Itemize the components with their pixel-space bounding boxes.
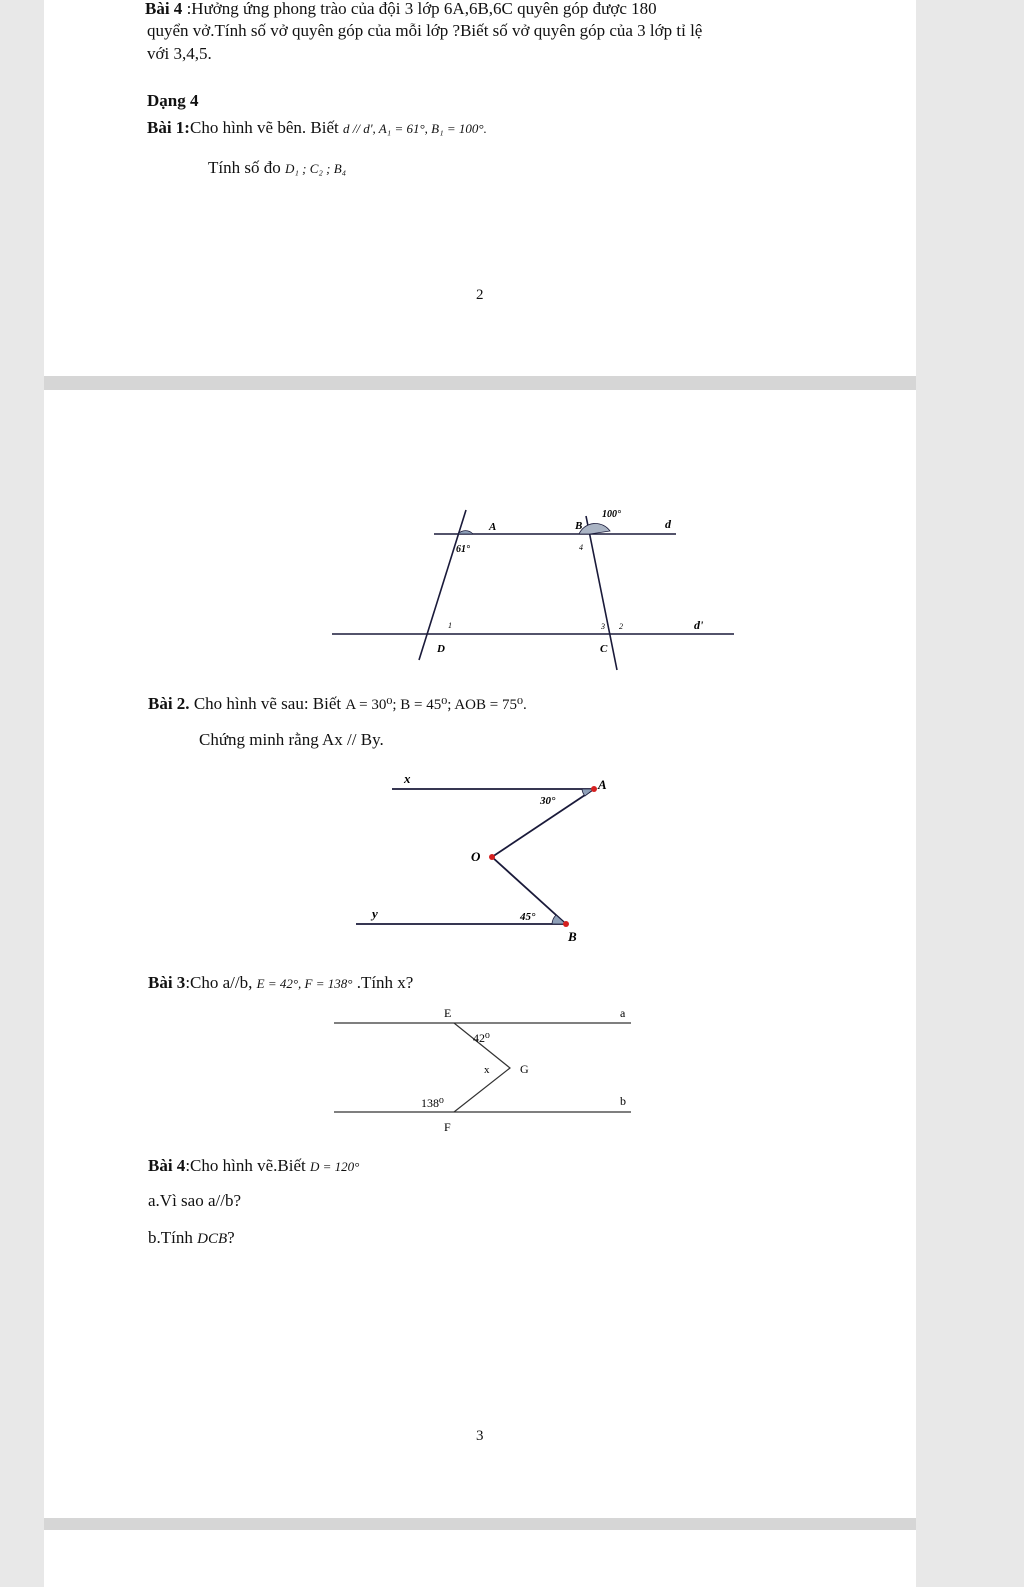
label-B: B xyxy=(568,929,577,944)
document-page-2 xyxy=(44,0,916,376)
bai1-title: Bài 1: xyxy=(147,118,190,137)
label-x: x xyxy=(484,1064,490,1076)
bai2-prove: Chứng minh rằng Ax // By. xyxy=(199,730,384,749)
path-AOB xyxy=(492,789,594,924)
label-3: 3 xyxy=(601,622,605,631)
section-heading: Dạng 4 xyxy=(147,91,199,110)
point-B xyxy=(563,921,569,927)
bai4-part-b-suffix: ? xyxy=(227,1228,235,1247)
figure-angle-x xyxy=(324,998,644,1138)
angle-label-30: 30° xyxy=(540,795,556,807)
page-separator xyxy=(44,376,916,390)
page-number: 2 xyxy=(476,287,484,303)
bai3-formula: E = 42°, F = 138° xyxy=(256,976,353,991)
bai4-text: :Cho hình vẽ.Biết xyxy=(185,1156,306,1175)
label-x: x xyxy=(404,771,411,786)
bai1-text: Cho hình vẽ bên. Biết xyxy=(189,118,339,137)
label-A: A xyxy=(598,777,607,792)
label-F: F xyxy=(444,1120,451,1134)
bai4-line2: quyển vở.Tính số vở quyên góp của mỗi lớp ?Biết số vở quyên góp của 3 lớp tỉ lệ xyxy=(147,21,703,40)
document-page-4 xyxy=(44,1530,916,1587)
label-y: y xyxy=(372,906,378,921)
label-a: a xyxy=(620,1006,626,1020)
bai1-question-text: Tính số đo xyxy=(208,158,281,177)
angle-label-100: 100° xyxy=(602,509,621,520)
label-A: A xyxy=(489,521,497,533)
bai2-title: Bài 2. xyxy=(148,694,190,713)
bai1-question xyxy=(208,157,346,180)
angle-arc-A xyxy=(458,531,473,534)
bai3-title: Bài 3 xyxy=(148,973,186,992)
bai1-formula: d // d', A₁ = 61°, B₁ = 100°. xyxy=(342,121,487,136)
page-separator xyxy=(44,1518,916,1530)
label-b: b xyxy=(620,1094,626,1108)
bai4-statement xyxy=(148,1155,359,1178)
angle-label-61: 61° xyxy=(456,544,470,555)
bai1-angles: D₁ ; C₂ ; B₄ xyxy=(284,161,347,176)
label-G: G xyxy=(520,1062,529,1076)
document-page-3 xyxy=(44,390,916,1518)
label-d: d xyxy=(665,517,671,531)
label-2: 2 xyxy=(619,622,623,631)
bai4-line1 xyxy=(145,0,657,20)
bai4-text-1: :Hưởng ứng phong trào của đội 3 lớp 6A,6B,6C quyên góp được 180 xyxy=(182,0,657,18)
bai3-text: :Cho a//b, xyxy=(185,973,253,992)
label-1: 1 xyxy=(448,621,452,630)
bai4-part-b-formula: DCB xyxy=(197,1231,228,1247)
angle-label-138: 138⁰ xyxy=(421,1096,444,1110)
label-E: E xyxy=(444,1006,452,1020)
bai4-part-b-prefix: b.Tính xyxy=(148,1228,198,1247)
bai3-statement xyxy=(148,972,413,995)
bai1-statement xyxy=(147,117,487,140)
point-A xyxy=(591,786,597,792)
bai4-title: Bài 4 xyxy=(148,1156,186,1175)
bai2-text: Cho hình vẽ sau: Biết xyxy=(189,694,342,713)
label-B: B xyxy=(575,520,583,532)
point-O xyxy=(489,854,495,860)
label-C: C xyxy=(600,643,608,655)
line-AD xyxy=(419,510,466,660)
angle-label-42: 42⁰ xyxy=(473,1031,490,1045)
bai2-statement xyxy=(148,693,527,716)
bai4-formula: D = 120° xyxy=(309,1159,360,1174)
label-d-prime: d' xyxy=(694,618,704,632)
figure-zigzag xyxy=(344,765,624,945)
page-number: 3 xyxy=(476,1428,484,1444)
bai4-part-a: a.Vì sao a//b? xyxy=(148,1191,241,1210)
label-D: D xyxy=(437,643,445,655)
bai4-line3: với 3,4,5. xyxy=(147,44,212,63)
bai4-part-b xyxy=(148,1227,235,1250)
figure-parallel-lines xyxy=(324,498,744,683)
angle-arc-B xyxy=(579,523,610,534)
bai2-formula: A = 30⁰; B = 45⁰; AOB = 75⁰. xyxy=(345,697,527,713)
bai3-question: .Tính x? xyxy=(352,973,414,992)
bai4-title: Bài 4 xyxy=(145,0,183,18)
label-4: 4 xyxy=(579,543,583,552)
angle-label-45: 45° xyxy=(520,911,536,923)
label-O: O xyxy=(471,849,481,864)
